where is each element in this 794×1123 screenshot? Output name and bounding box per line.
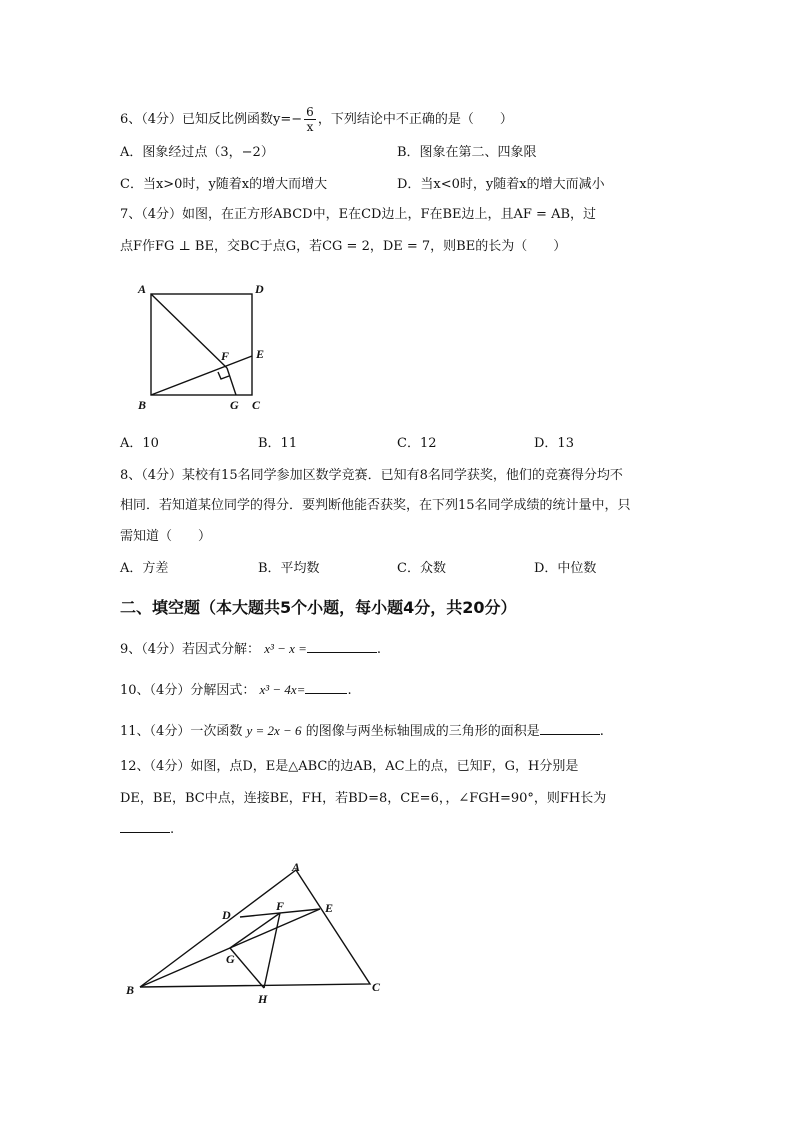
q12-label-f: F	[276, 899, 285, 913]
q8-option-d: D．中位数	[534, 561, 597, 576]
q7-label-c: C	[252, 398, 261, 412]
q9-stem	[120, 640, 381, 659]
q6-option-a: A．图象经过点（3，−2）	[120, 145, 274, 160]
q7-figure-square	[130, 278, 290, 418]
q7-option-d: D．13	[534, 436, 574, 451]
q10-prefix: 10、（4分）分解因式：	[120, 683, 256, 698]
q7-label-d: D	[255, 282, 264, 296]
q12-label-h: H	[258, 992, 268, 1006]
q8-option-b: B．平均数	[258, 561, 320, 576]
q12-label-e: E	[325, 901, 334, 915]
q12-label-a: A	[292, 860, 301, 874]
q8-option-c: C．众数	[397, 561, 446, 576]
q6-option-c: C．当x>0时，y随着x的增大而增大	[120, 177, 328, 192]
q7-label-g: G	[230, 398, 239, 412]
q12-answer-blank[interactable]	[120, 820, 170, 833]
q12-label-b: B	[126, 983, 135, 997]
q11-answer-blank[interactable]	[540, 722, 600, 735]
q7-label-e: E	[256, 347, 265, 361]
q7-option-b: B．11	[258, 436, 298, 451]
q12-label-g: G	[226, 952, 235, 966]
q12-line2: DE，BE，BC中点，连接BE，FH，若BD=8，CE=6，，∠FGH=90°，则FH长为	[120, 791, 607, 806]
q8-line3: 需知道（ ）	[120, 529, 212, 544]
q7-option-c: C．12	[397, 436, 437, 451]
q11-expression: y = 2x − 6	[246, 723, 302, 738]
q12-label-d: D	[222, 908, 231, 922]
q7-label-f: F	[221, 349, 230, 363]
q7-option-a: A．10	[120, 436, 159, 451]
q11-suffix: 的图像与两坐标轴围成的三角形的面积是	[305, 724, 540, 739]
q7-line1: 7、（4分）如图，在正方形ABCD中，E在CD边上，F在BE边上，且AF = AB，过	[120, 207, 597, 222]
q7-label-a: A	[138, 282, 147, 296]
q7-label-b: B	[138, 398, 147, 412]
q6-fraction	[304, 105, 316, 134]
q9-answer-blank[interactable]	[307, 640, 377, 653]
q12-end: .	[170, 822, 175, 837]
q6-stem	[120, 105, 513, 134]
q12-line3	[120, 820, 174, 839]
q6-option-d: D．当x<0时，y随着x的增大而减小	[397, 177, 605, 192]
q9-suffix: .	[376, 642, 382, 657]
q9-expression: x³ − x =	[264, 641, 307, 656]
q12-label-c: C	[372, 980, 381, 994]
q6-frac-num: 6	[306, 105, 314, 119]
q10-stem	[120, 681, 352, 700]
q12-line1: 12、（4分）如图，点D，E是△ABC的边AB，AC上的点，已知F，G，H分别是	[120, 759, 579, 774]
q11-end: .	[599, 724, 604, 739]
q10-answer-blank[interactable]	[305, 681, 347, 694]
q8-option-a: A．方差	[120, 561, 169, 576]
q11-stem	[120, 722, 604, 741]
q9-prefix: 9、（4分）若因式分解：	[120, 642, 261, 657]
q10-expression: x³ − 4x=	[259, 682, 306, 697]
q6-option-b: B．图象在第二、四象限	[397, 145, 537, 160]
q6-prefix: 6、（4分）已知反比例函数y=−	[120, 112, 303, 127]
section-fill-in-title: 二、填空题（本大题共5个小题，每小题4分，共20分）	[120, 598, 517, 617]
q8-line1: 8、（4分）某校有15名同学参加区数学竞赛．已知有8名同学获奖，他们的竞赛得分均不	[120, 468, 623, 483]
q11-prefix: 11、（4分）一次函数	[120, 724, 243, 739]
q10-suffix: .	[347, 683, 352, 698]
q6-frac-den: x	[306, 120, 314, 134]
q8-line2: 相同．若知道某位同学的得分．要判断他能否获奖，在下列15名同学成绩的统计量中，只	[120, 498, 631, 513]
q7-line2: 点F作FG ⊥ BE，交BC于点G，若CG = 2，DE = 7，则BE的长为（ ）	[120, 239, 567, 254]
q6-suffix: ，下列结论中不正确的是（ ）	[317, 112, 513, 127]
q12-figure-triangle	[118, 855, 398, 1010]
